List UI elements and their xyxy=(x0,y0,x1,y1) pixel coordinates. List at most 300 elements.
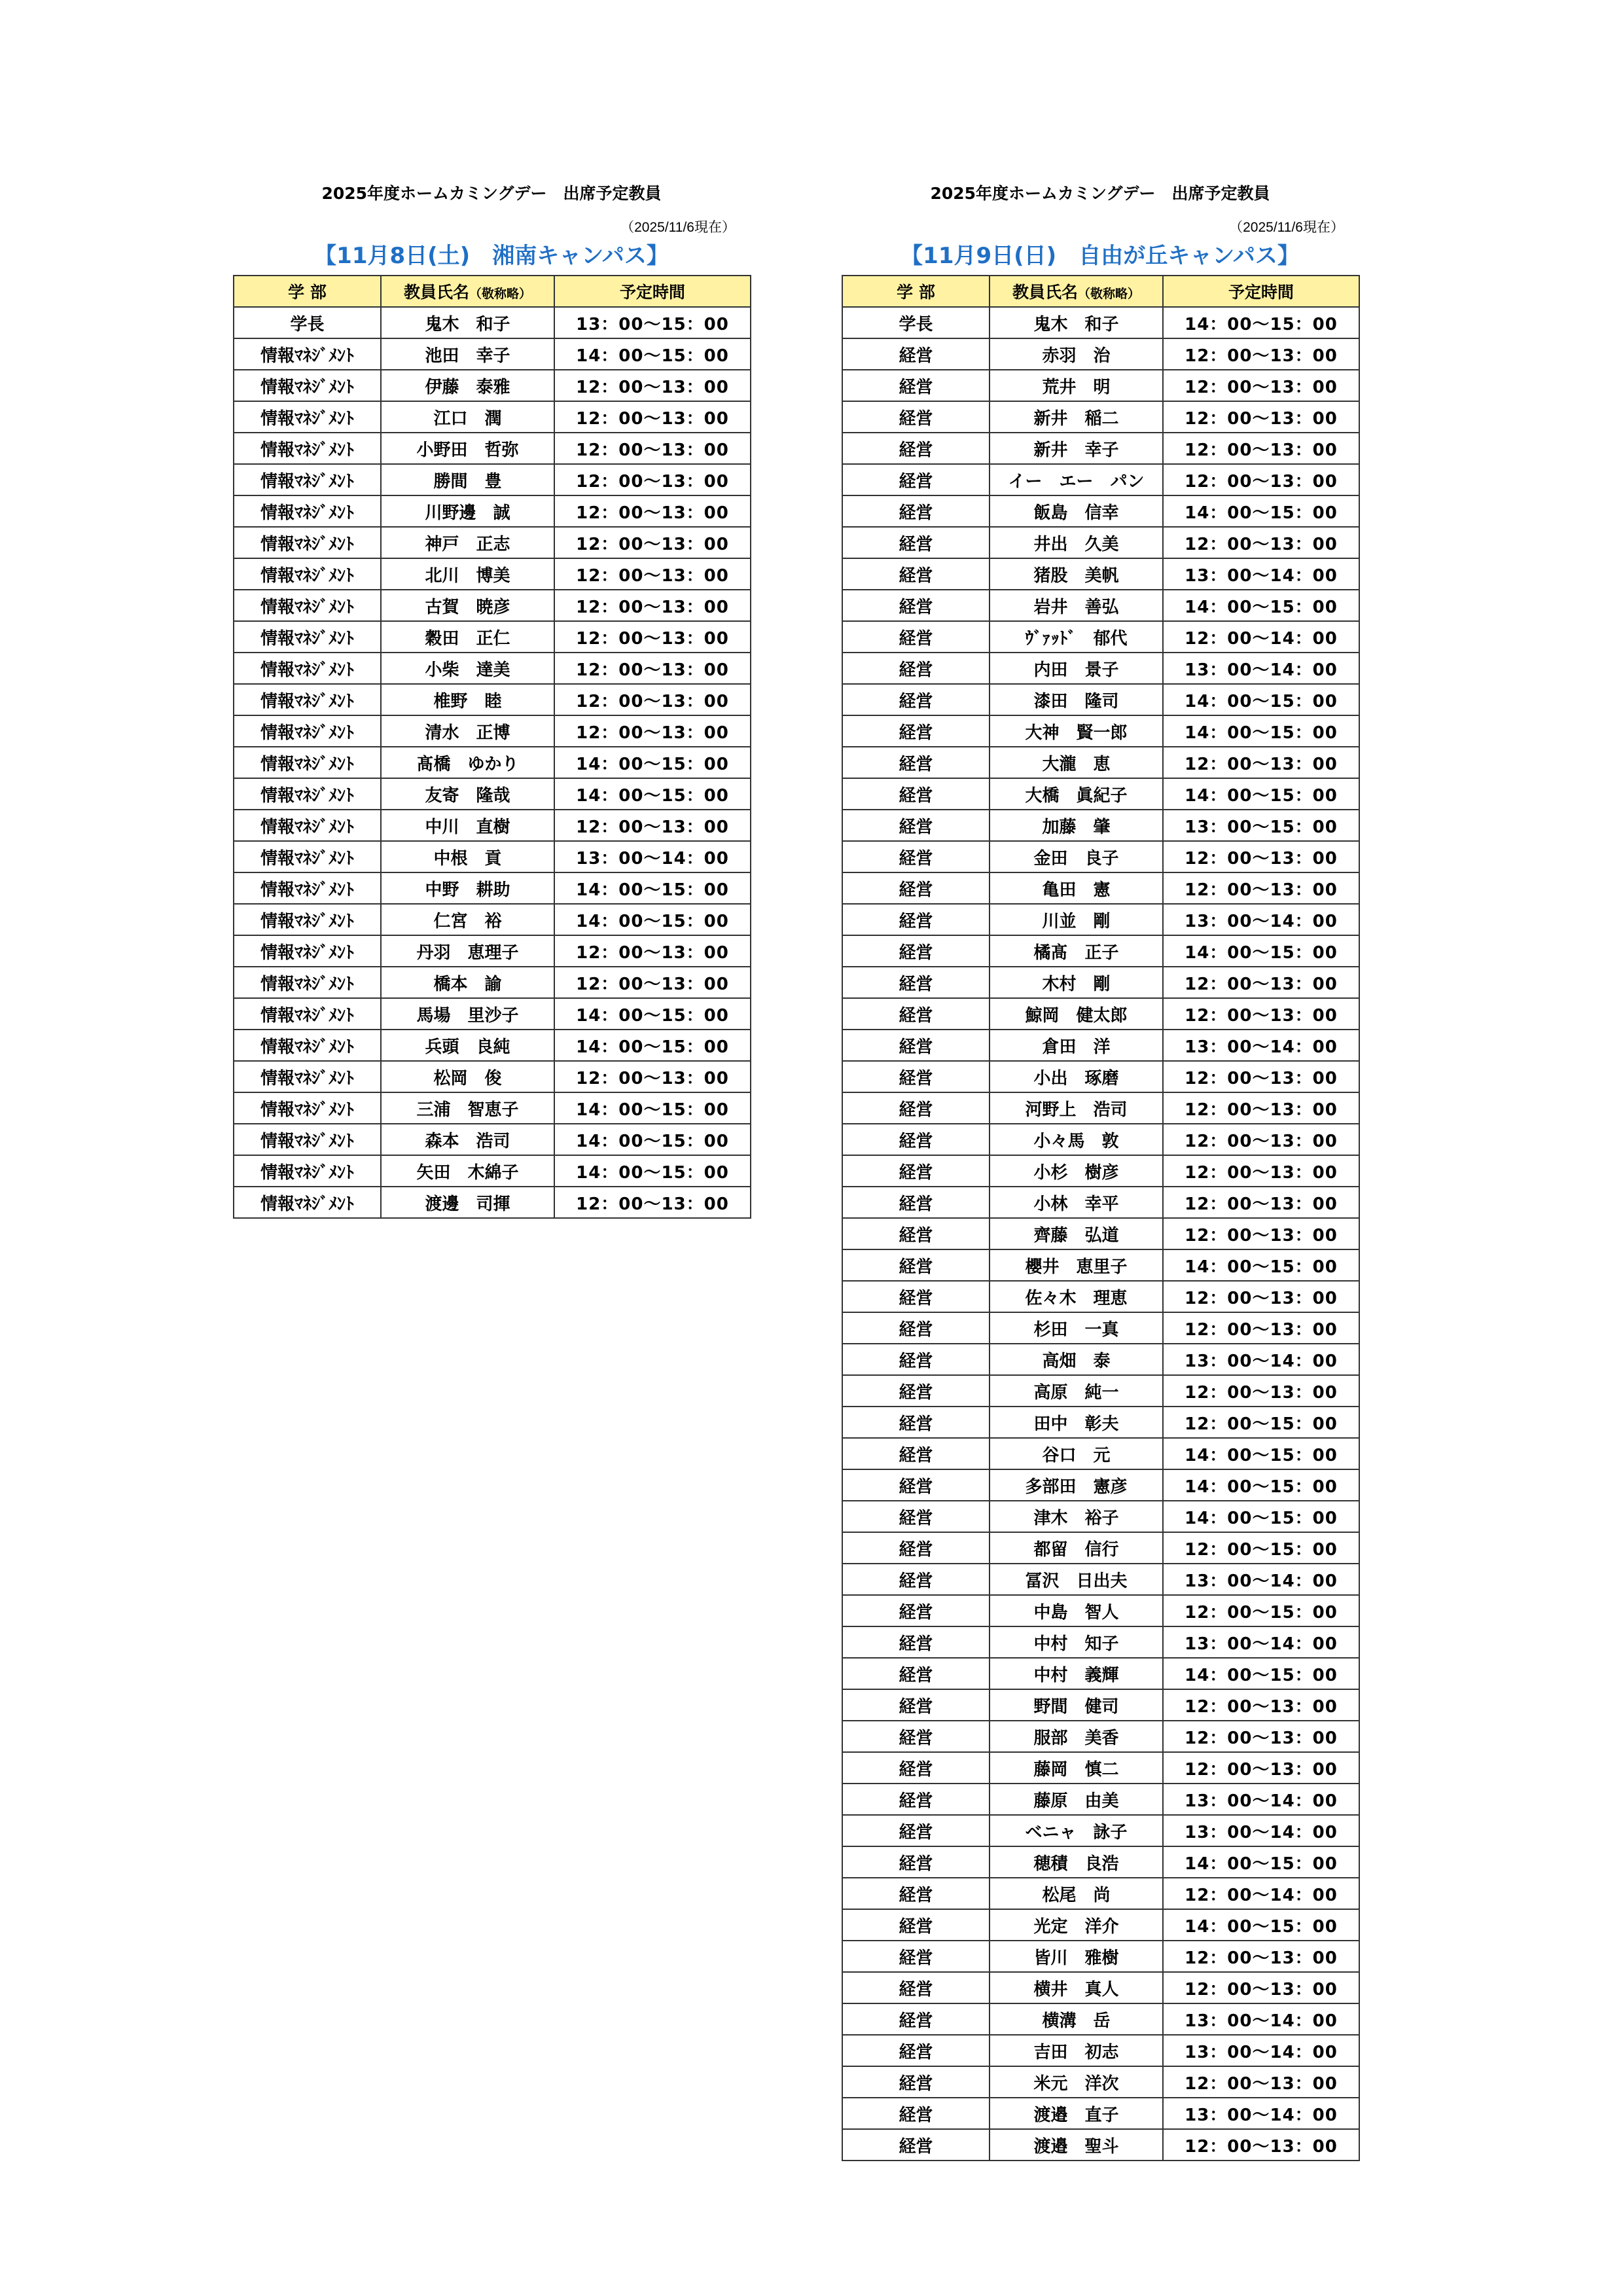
name-cell: 髙橋 ゆかり xyxy=(381,747,554,778)
time-cell: 14：00～15：00 xyxy=(1163,495,1359,527)
table-row xyxy=(234,401,751,433)
dept-cell: 経営 xyxy=(842,1784,990,1815)
table-row xyxy=(842,1438,1359,1469)
name-cell: 金田 良子 xyxy=(990,841,1163,872)
name-cell: 大橋 眞紀子 xyxy=(990,778,1163,810)
dept-cell: 経営 xyxy=(842,1124,990,1155)
dept-cell: 情報ﾏﾈｼﾞﾒﾝﾄ xyxy=(234,747,381,778)
name-cell: 川並 剛 xyxy=(990,904,1163,935)
table-row xyxy=(234,715,751,747)
campus-heading: 【11月8日(土) 湘南キャンパス】 xyxy=(314,243,669,269)
dept-cell: 経営 xyxy=(842,1249,990,1281)
dept-cell: 経営 xyxy=(842,338,990,370)
time-cell: 12：00～13：00 xyxy=(1163,747,1359,778)
time-cell: 12：00～13：00 xyxy=(1163,1312,1359,1344)
name-cell: 椎野 睦 xyxy=(381,684,554,715)
dept-cell: 経営 xyxy=(842,998,990,1030)
dept-cell: 情報ﾏﾈｼﾞﾒﾝﾄ xyxy=(234,433,381,464)
dept-cell: 情報ﾏﾈｼﾞﾒﾝﾄ xyxy=(234,370,381,401)
table-row xyxy=(234,495,751,527)
dept-cell: 経営 xyxy=(842,1344,990,1375)
time-cell: 12：00～13：00 xyxy=(554,715,751,747)
time-cell: 12：00～13：00 xyxy=(1163,338,1359,370)
name-cell: 齊藤 弘道 xyxy=(990,1218,1163,1249)
header-name xyxy=(990,276,1163,307)
name-cell: 小々馬 敦 xyxy=(990,1124,1163,1155)
time-cell: 14：00～15：00 xyxy=(554,998,751,1030)
header-name-note: （敬称略） xyxy=(1078,287,1141,301)
name-cell: 荒井 明 xyxy=(990,370,1163,401)
dept-cell: 経営 xyxy=(842,1407,990,1438)
name-cell: 藤原 由美 xyxy=(990,1784,1163,1815)
time-cell: 12：00～13：00 xyxy=(1163,401,1359,433)
time-cell: 14：00～15：00 xyxy=(554,778,751,810)
dept-cell: 経営 xyxy=(842,1438,990,1469)
table-row xyxy=(842,1752,1359,1784)
time-cell: 12：00～13：00 xyxy=(554,684,751,715)
time-cell: 12：00～13：00 xyxy=(554,401,751,433)
table-row xyxy=(234,904,751,935)
header-time: 予定時間 xyxy=(1163,276,1359,307)
dept-cell: 経営 xyxy=(842,1187,990,1218)
time-cell: 13：00～14：00 xyxy=(554,841,751,872)
time-cell: 14：00～15：00 xyxy=(554,1030,751,1061)
table-row xyxy=(842,495,1359,527)
name-cell: 穂積 良浩 xyxy=(990,1846,1163,1878)
name-cell: 津木 裕子 xyxy=(990,1501,1163,1532)
dept-cell: 経営 xyxy=(842,1030,990,1061)
name-cell: 中根 貢 xyxy=(381,841,554,872)
time-cell: 12：00～13：00 xyxy=(554,1061,751,1092)
time-cell: 12：00～13：00 xyxy=(1163,1972,1359,2003)
dept-cell: 経営 xyxy=(842,967,990,998)
time-cell: 12：00～13：00 xyxy=(1163,1689,1359,1721)
name-cell: 古賀 暁彦 xyxy=(381,590,554,621)
name-cell: 高畑 泰 xyxy=(990,1344,1163,1375)
time-cell: 12：00～13：00 xyxy=(1163,1092,1359,1124)
dept-cell: 情報ﾏﾈｼﾞﾒﾝﾄ xyxy=(234,1061,381,1092)
dept-cell: 経営 xyxy=(842,1626,990,1658)
dept-cell: 情報ﾏﾈｼﾞﾒﾝﾄ xyxy=(234,1030,381,1061)
dept-cell: 情報ﾏﾈｼﾞﾒﾝﾄ xyxy=(234,558,381,590)
time-cell: 12：00～13：00 xyxy=(1163,433,1359,464)
table-row xyxy=(234,1061,751,1092)
name-cell: 中川 直樹 xyxy=(381,810,554,841)
dept-cell: 経営 xyxy=(842,872,990,904)
dept-cell: 経営 xyxy=(842,810,990,841)
dept-cell: 経営 xyxy=(842,715,990,747)
name-cell: 渡邉 直子 xyxy=(990,2098,1163,2129)
table-row xyxy=(842,1501,1359,1532)
faculty-table xyxy=(233,275,751,1219)
header-dept: 学 部 xyxy=(234,276,381,307)
dept-cell: 経営 xyxy=(842,1092,990,1124)
dept-cell: 経営 xyxy=(842,1941,990,1972)
time-cell: 12：00～13：00 xyxy=(1163,841,1359,872)
name-cell: 大瀧 恵 xyxy=(990,747,1163,778)
time-cell: 12：00～13：00 xyxy=(1163,1218,1359,1249)
document-title: 2025年度ホームカミングデー 出席予定教員 xyxy=(930,184,1270,203)
time-cell: 14：00～15：00 xyxy=(1163,1846,1359,1878)
name-cell: 中村 知子 xyxy=(990,1626,1163,1658)
name-cell: 仁宮 裕 xyxy=(381,904,554,935)
dept-cell: 情報ﾏﾈｼﾞﾒﾝﾄ xyxy=(234,841,381,872)
name-cell: 小林 幸平 xyxy=(990,1187,1163,1218)
dept-cell: 経営 xyxy=(842,1595,990,1626)
dept-cell: 経営 xyxy=(842,2066,990,2098)
table-row xyxy=(842,998,1359,1030)
time-cell: 13：00～14：00 xyxy=(1163,2035,1359,2066)
name-cell: 岩井 善弘 xyxy=(990,590,1163,621)
time-cell: 14：00～15：00 xyxy=(1163,1438,1359,1469)
table-row xyxy=(842,684,1359,715)
name-cell: 大神 賢一郎 xyxy=(990,715,1163,747)
dept-cell: 経営 xyxy=(842,935,990,967)
dept-cell: 経営 xyxy=(842,778,990,810)
name-cell: 神戸 正志 xyxy=(381,527,554,558)
table-row xyxy=(842,1344,1359,1375)
time-cell: 12：00～13：00 xyxy=(1163,998,1359,1030)
time-cell: 12：00～13：00 xyxy=(554,370,751,401)
time-cell: 14：00～15：00 xyxy=(1163,935,1359,967)
time-cell: 12：00～13：00 xyxy=(1163,872,1359,904)
as-of-date: （2025/11/6現在） xyxy=(1229,220,1344,235)
table-row xyxy=(842,1689,1359,1721)
dept-cell: 経営 xyxy=(842,495,990,527)
dept-cell: 経営 xyxy=(842,1469,990,1501)
dept-cell: 経営 xyxy=(842,2003,990,2035)
name-cell: 鬼木 和子 xyxy=(990,307,1163,338)
time-cell: 13：00～14：00 xyxy=(1163,558,1359,590)
time-cell: 13：00～14：00 xyxy=(1163,2003,1359,2035)
table-row xyxy=(842,1375,1359,1407)
document-title: 2025年度ホームカミングデー 出席予定教員 xyxy=(321,184,662,203)
time-cell: 12：00～13：00 xyxy=(1163,527,1359,558)
table-row xyxy=(234,307,751,338)
name-cell: 勝間 豊 xyxy=(381,464,554,495)
dept-cell: 経営 xyxy=(842,621,990,653)
name-cell: 杉田 一真 xyxy=(990,1312,1163,1344)
time-cell: 14：00～15：00 xyxy=(1163,1501,1359,1532)
table-row xyxy=(842,1815,1359,1846)
table-row xyxy=(842,1061,1359,1092)
table-row xyxy=(234,464,751,495)
header-dept: 学 部 xyxy=(842,276,990,307)
dept-cell: 情報ﾏﾈｼﾞﾒﾝﾄ xyxy=(234,621,381,653)
dept-cell: 経営 xyxy=(842,653,990,684)
name-cell: 田中 彰夫 xyxy=(990,1407,1163,1438)
time-cell: 13：00～14：00 xyxy=(1163,1030,1359,1061)
dept-cell: 経営 xyxy=(842,590,990,621)
time-cell: 12：00～13：00 xyxy=(554,621,751,653)
dept-cell: 情報ﾏﾈｼﾞﾒﾝﾄ xyxy=(234,495,381,527)
time-cell: 12：00～13：00 xyxy=(1163,1375,1359,1407)
dept-cell: 経営 xyxy=(842,1061,990,1092)
table-row xyxy=(234,590,751,621)
time-cell: 13：00～14：00 xyxy=(1163,1784,1359,1815)
time-cell: 14：00～15：00 xyxy=(554,1092,751,1124)
time-cell: 12：00～13：00 xyxy=(1163,1187,1359,1218)
time-cell: 14：00～15：00 xyxy=(1163,1249,1359,1281)
dept-cell: 学長 xyxy=(234,307,381,338)
dept-cell: 情報ﾏﾈｼﾞﾒﾝﾄ xyxy=(234,1187,381,1218)
name-cell: ベニャ 詠子 xyxy=(990,1815,1163,1846)
name-cell: 新井 稲二 xyxy=(990,401,1163,433)
table-row xyxy=(842,370,1359,401)
header-name-label: 教員氏名 xyxy=(403,283,469,302)
table-row xyxy=(842,1218,1359,1249)
name-cell: 清水 正博 xyxy=(381,715,554,747)
dept-cell: 経営 xyxy=(842,1752,990,1784)
name-cell: 小柴 達美 xyxy=(381,653,554,684)
faculty-table xyxy=(842,275,1360,2161)
name-cell: 兵頭 良純 xyxy=(381,1030,554,1061)
time-cell: 14：00～15：00 xyxy=(1163,1658,1359,1689)
table-row xyxy=(234,967,751,998)
dept-cell: 情報ﾏﾈｼﾞﾒﾝﾄ xyxy=(234,1124,381,1155)
table-row xyxy=(842,590,1359,621)
time-cell: 12：00～13：00 xyxy=(1163,2066,1359,2098)
name-cell: 中野 耕助 xyxy=(381,872,554,904)
dept-cell: 経営 xyxy=(842,1658,990,1689)
time-cell: 13：00～15：00 xyxy=(554,307,751,338)
table-row xyxy=(842,401,1359,433)
name-cell: 漆田 隆司 xyxy=(990,684,1163,715)
table-row xyxy=(842,1846,1359,1878)
time-cell: 14：00～15：00 xyxy=(1163,307,1359,338)
name-cell: 内田 景子 xyxy=(990,653,1163,684)
dept-cell: 経営 xyxy=(842,2098,990,2129)
table-row xyxy=(842,1030,1359,1061)
dept-cell: 情報ﾏﾈｼﾞﾒﾝﾄ xyxy=(234,998,381,1030)
dept-cell: 情報ﾏﾈｼﾞﾒﾝﾄ xyxy=(234,904,381,935)
name-cell: 亀田 憲 xyxy=(990,872,1163,904)
time-cell: 12：00～15：00 xyxy=(1163,1407,1359,1438)
table-row xyxy=(234,558,751,590)
table-row xyxy=(234,338,751,370)
time-cell: 12：00～13：00 xyxy=(1163,1061,1359,1092)
time-cell: 12：00～13：00 xyxy=(1163,1155,1359,1187)
table-row xyxy=(842,527,1359,558)
name-cell: 渡邊 司揮 xyxy=(381,1187,554,1218)
table-row xyxy=(842,1281,1359,1312)
table-row xyxy=(842,1124,1359,1155)
table-row xyxy=(842,747,1359,778)
table-row xyxy=(842,558,1359,590)
table-row xyxy=(842,1469,1359,1501)
name-cell: 谷口 元 xyxy=(990,1438,1163,1469)
time-cell: 12：00～13：00 xyxy=(1163,1124,1359,1155)
table-row xyxy=(842,307,1359,338)
name-cell: 光定 洋介 xyxy=(990,1909,1163,1941)
table-row xyxy=(842,2098,1359,2129)
table-row xyxy=(842,433,1359,464)
time-cell: 12：00～13：00 xyxy=(554,1187,751,1218)
dept-cell: 経営 xyxy=(842,1564,990,1595)
table-row xyxy=(842,1784,1359,1815)
dept-cell: 経営 xyxy=(842,2129,990,2161)
table-header-row xyxy=(234,276,751,307)
name-cell: 北川 博美 xyxy=(381,558,554,590)
time-cell: 12：00～13：00 xyxy=(554,558,751,590)
dept-cell: 情報ﾏﾈｼﾞﾒﾝﾄ xyxy=(234,527,381,558)
name-cell: 櫻井 恵里子 xyxy=(990,1249,1163,1281)
name-cell: 藤岡 慎二 xyxy=(990,1752,1163,1784)
name-cell: 森本 浩司 xyxy=(381,1124,554,1155)
name-cell: 冨沢 日出夫 xyxy=(990,1564,1163,1595)
table-row xyxy=(234,653,751,684)
as-of-date: （2025/11/6現在） xyxy=(620,220,736,235)
table-row xyxy=(842,1532,1359,1564)
time-cell: 13：00～14：00 xyxy=(1163,653,1359,684)
dept-cell: 経営 xyxy=(842,1532,990,1564)
table-row xyxy=(842,841,1359,872)
name-cell: 飯島 信幸 xyxy=(990,495,1163,527)
table-row xyxy=(842,1249,1359,1281)
name-cell: 多部田 憲彦 xyxy=(990,1469,1163,1501)
name-cell: 馬場 里沙子 xyxy=(381,998,554,1030)
table-row xyxy=(842,1155,1359,1187)
dept-cell: 経営 xyxy=(842,1375,990,1407)
name-cell: 松岡 俊 xyxy=(381,1061,554,1092)
time-cell: 12：00～13：00 xyxy=(554,810,751,841)
dept-cell: 経営 xyxy=(842,1721,990,1752)
dept-cell: 情報ﾏﾈｼﾞﾒﾝﾄ xyxy=(234,401,381,433)
name-cell: 河野上 浩司 xyxy=(990,1092,1163,1124)
dept-cell: 経営 xyxy=(842,527,990,558)
dept-cell: 情報ﾏﾈｼﾞﾒﾝﾄ xyxy=(234,338,381,370)
dept-cell: 情報ﾏﾈｼﾞﾒﾝﾄ xyxy=(234,1155,381,1187)
dept-cell: 経営 xyxy=(842,841,990,872)
table-row xyxy=(842,1878,1359,1909)
table-row xyxy=(842,2003,1359,2035)
dept-cell: 経営 xyxy=(842,747,990,778)
name-cell: 佐々木 理恵 xyxy=(990,1281,1163,1312)
time-cell: 12：00～13：00 xyxy=(554,590,751,621)
table-row xyxy=(842,1092,1359,1124)
table-row xyxy=(234,433,751,464)
time-cell: 12：00～13：00 xyxy=(554,464,751,495)
table-row xyxy=(842,935,1359,967)
time-cell: 12：00～15：00 xyxy=(1163,1532,1359,1564)
time-cell: 12：00～13：00 xyxy=(554,433,751,464)
dept-cell: 情報ﾏﾈｼﾞﾒﾝﾄ xyxy=(234,715,381,747)
time-cell: 12：00～13：00 xyxy=(554,495,751,527)
table-row xyxy=(842,810,1359,841)
table-row xyxy=(842,338,1359,370)
name-cell: 池田 幸子 xyxy=(381,338,554,370)
time-cell: 12：00～14：00 xyxy=(1163,621,1359,653)
name-cell: 吉田 初志 xyxy=(990,2035,1163,2066)
table-row xyxy=(842,872,1359,904)
table-row xyxy=(234,872,751,904)
name-cell: 橋本 諭 xyxy=(381,967,554,998)
table-row xyxy=(842,621,1359,653)
time-cell: 13：00～14：00 xyxy=(1163,1344,1359,1375)
time-cell: 12：00～13：00 xyxy=(1163,370,1359,401)
table-row xyxy=(234,370,751,401)
table-row xyxy=(842,1564,1359,1595)
time-cell: 14：00～15：00 xyxy=(1163,778,1359,810)
name-cell: 井出 久美 xyxy=(990,527,1163,558)
table-row xyxy=(842,1187,1359,1218)
table-row xyxy=(842,2129,1359,2161)
time-cell: 12：00～15：00 xyxy=(1163,1595,1359,1626)
dept-cell: 学長 xyxy=(842,307,990,338)
name-cell: 江口 潤 xyxy=(381,401,554,433)
table-row xyxy=(234,841,751,872)
name-cell: 加藤 肇 xyxy=(990,810,1163,841)
table-row xyxy=(842,1407,1359,1438)
name-cell: 中村 義輝 xyxy=(990,1658,1163,1689)
name-cell: 矢田 木綿子 xyxy=(381,1155,554,1187)
table-row xyxy=(842,967,1359,998)
name-cell: 穀田 正仁 xyxy=(381,621,554,653)
table-row xyxy=(234,1092,751,1124)
dept-cell: 経営 xyxy=(842,1878,990,1909)
table-row xyxy=(842,1909,1359,1941)
time-cell: 14：00～15：00 xyxy=(554,338,751,370)
dept-cell: 経営 xyxy=(842,904,990,935)
time-cell: 12：00～13：00 xyxy=(1163,464,1359,495)
dept-cell: 経営 xyxy=(842,558,990,590)
table-row xyxy=(234,778,751,810)
name-cell: 猪股 美帆 xyxy=(990,558,1163,590)
table-row xyxy=(842,778,1359,810)
time-cell: 13：00～14：00 xyxy=(1163,2098,1359,2129)
time-cell: 14：00～15：00 xyxy=(1163,715,1359,747)
time-cell: 12：00～13：00 xyxy=(554,653,751,684)
table-row xyxy=(234,935,751,967)
time-cell: 12：00～14：00 xyxy=(1163,1878,1359,1909)
dept-cell: 経営 xyxy=(842,1909,990,1941)
name-cell: 川野邊 誠 xyxy=(381,495,554,527)
header-time: 予定時間 xyxy=(554,276,751,307)
name-cell: 橘髙 正子 xyxy=(990,935,1163,967)
dept-cell: 情報ﾏﾈｼﾞﾒﾝﾄ xyxy=(234,778,381,810)
table-row xyxy=(842,1658,1359,1689)
name-cell: 友寄 隆哉 xyxy=(381,778,554,810)
name-cell: 倉田 洋 xyxy=(990,1030,1163,1061)
dept-cell: 経営 xyxy=(842,370,990,401)
name-cell: 野間 健司 xyxy=(990,1689,1163,1721)
header-name xyxy=(381,276,554,307)
name-cell: 丹羽 恵理子 xyxy=(381,935,554,967)
name-cell: 渡邉 聖斗 xyxy=(990,2129,1163,2161)
table-row xyxy=(842,1721,1359,1752)
header-name-label: 教員氏名 xyxy=(1012,283,1078,302)
table-row xyxy=(234,1155,751,1187)
name-cell: 都留 信行 xyxy=(990,1532,1163,1564)
time-cell: 12：00～13：00 xyxy=(1163,1281,1359,1312)
table-row xyxy=(842,653,1359,684)
table-row xyxy=(842,1941,1359,1972)
table-row xyxy=(234,1187,751,1218)
header-name-note: （敬称略） xyxy=(469,287,532,301)
dept-cell: 情報ﾏﾈｼﾞﾒﾝﾄ xyxy=(234,872,381,904)
table-row xyxy=(234,1030,751,1061)
name-cell: 高原 純一 xyxy=(990,1375,1163,1407)
name-cell: 三浦 智恵子 xyxy=(381,1092,554,1124)
dept-cell: 情報ﾏﾈｼﾞﾒﾝﾄ xyxy=(234,1092,381,1124)
dept-cell: 情報ﾏﾈｼﾞﾒﾝﾄ xyxy=(234,464,381,495)
table-row xyxy=(842,1972,1359,2003)
time-cell: 12：00～13：00 xyxy=(1163,1752,1359,1784)
table-row xyxy=(234,1124,751,1155)
name-cell: 米元 洋次 xyxy=(990,2066,1163,2098)
name-cell: 服部 美香 xyxy=(990,1721,1163,1752)
name-cell: 新井 幸子 xyxy=(990,433,1163,464)
